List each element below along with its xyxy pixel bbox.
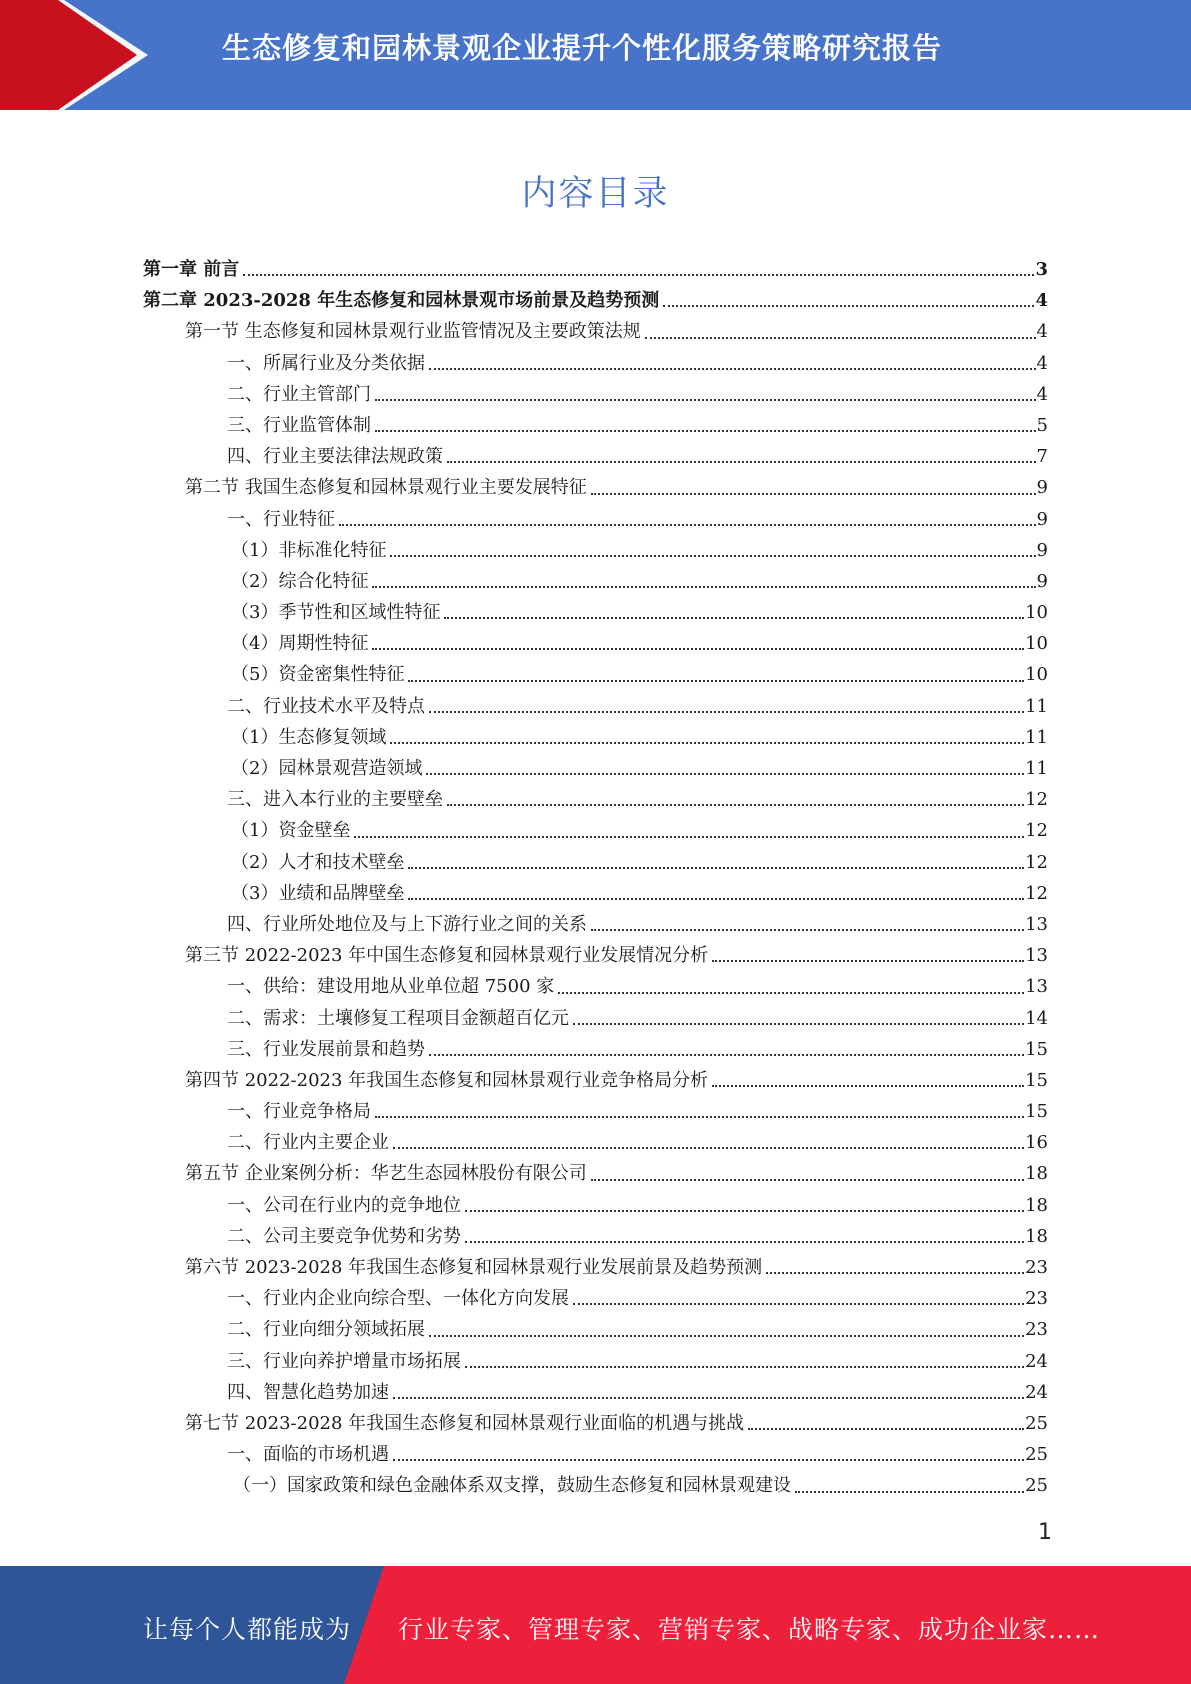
toc-entry[interactable] xyxy=(143,1096,1048,1127)
toc-entry-page: 13 xyxy=(1025,913,1048,935)
toc-entry-page: 3 xyxy=(1035,259,1048,280)
toc-entry-label: （5）资金密集性特征 xyxy=(231,664,405,686)
toc-entry-page: 25 xyxy=(1025,1475,1048,1497)
toc-entry[interactable] xyxy=(143,1190,1048,1221)
toc-entry-label: 四、行业主要法律法规政策 xyxy=(227,446,443,468)
toc-entry[interactable] xyxy=(143,1377,1048,1408)
toc-entry-page: 16 xyxy=(1025,1132,1048,1154)
toc-entry[interactable] xyxy=(143,254,1048,285)
toc-entry[interactable] xyxy=(143,878,1048,909)
toc-dot-leader xyxy=(465,1241,1024,1243)
toc-entry-label: （1）资金壁垒 xyxy=(231,820,351,842)
toc-dot-leader xyxy=(447,804,1024,806)
toc-entry[interactable] xyxy=(143,1065,1048,1096)
toc-dot-leader xyxy=(712,1085,1024,1087)
toc-entry-page: 11 xyxy=(1025,695,1048,717)
toc-entry-page: 10 xyxy=(1025,664,1048,686)
toc-entry-label: 一、行业竞争格局 xyxy=(227,1101,371,1123)
toc-entry-label: （1）非标准化特征 xyxy=(231,539,387,561)
toc-entry-page: 23 xyxy=(1025,1288,1048,1310)
toc-entry-page: 18 xyxy=(1025,1225,1048,1247)
toc-entry-page: 25 xyxy=(1025,1412,1048,1434)
toc-entry-label: 一、公司在行业内的竞争地位 xyxy=(227,1194,461,1216)
toc-entry-label: 二、需求：土壤修复工程项目金额超百亿元 xyxy=(227,1007,569,1029)
toc-entry[interactable] xyxy=(143,1252,1048,1283)
toc-entry[interactable] xyxy=(143,316,1048,347)
toc-entry-page: 12 xyxy=(1025,789,1048,811)
header-arrow-decoration xyxy=(0,0,160,110)
toc-entry-label: （一）国家政策和绿色金融体系双支撑，鼓励生态修复和园林景观建设 xyxy=(233,1475,791,1497)
toc-entry-label: 三、行业发展前景和趋势 xyxy=(227,1038,425,1060)
toc-entry-label: （2）园林景观营造领域 xyxy=(231,758,423,779)
toc-entry-label: 一、行业特征 xyxy=(227,508,335,530)
toc-dot-leader xyxy=(712,960,1024,962)
toc-dot-leader xyxy=(465,1366,1024,1368)
toc-dot-leader xyxy=(591,1179,1024,1181)
toc-entry-page: 7 xyxy=(1036,446,1048,468)
toc-entry-label: （3）业绩和品牌壁垒 xyxy=(231,882,405,904)
toc-entry-label: （1）生态修复领域 xyxy=(231,726,387,748)
toc-entry-label: 二、行业内主要企业 xyxy=(227,1132,389,1154)
toc-entry[interactable] xyxy=(143,753,1048,784)
toc-entry[interactable] xyxy=(143,1158,1048,1189)
toc-entry-page: 9 xyxy=(1036,570,1048,592)
toc-entry[interactable] xyxy=(143,410,1048,441)
toc-entry[interactable] xyxy=(143,1221,1048,1252)
toc-entry-label: 三、行业向养护增量市场拓展 xyxy=(227,1350,461,1372)
footer-slogan-right: 行业专家、管理专家、营销专家、战略专家、成功企业家…… xyxy=(398,1615,1101,1644)
toc-entry-label: （2）人才和技术壁垒 xyxy=(231,851,405,873)
toc-entry[interactable] xyxy=(143,1439,1048,1470)
toc-entry-page: 13 xyxy=(1025,945,1048,967)
toc-entry[interactable] xyxy=(143,566,1048,597)
toc-entry-label: （2）综合化特征 xyxy=(231,570,369,592)
toc-dot-leader xyxy=(375,430,1036,432)
toc-entry[interactable] xyxy=(143,379,1048,410)
toc-entry[interactable] xyxy=(143,441,1048,472)
toc-dot-leader xyxy=(375,399,1036,401)
toc-entry-page: 18 xyxy=(1025,1163,1048,1185)
toc-entry[interactable] xyxy=(143,1034,1048,1065)
toc-entry-label: 第四节 2022-2023 年我国生态修复和园林景观行业竞争格局分析 xyxy=(185,1069,709,1091)
toc-entry-label: 第五节 企业案例分析：华艺生态园林股份有限公司 xyxy=(185,1163,587,1185)
toc-entry-label: 第六节 2023-2028 年我国生态修复和园林景观行业发展前景及趋势预测 xyxy=(185,1257,763,1278)
toc-entry[interactable] xyxy=(143,1346,1048,1377)
toc-dot-leader xyxy=(372,648,1024,650)
footer-slogan-left: 让每个人都能成为 xyxy=(143,1615,352,1644)
toc-dot-leader xyxy=(591,493,1036,495)
toc-entry[interactable] xyxy=(143,472,1048,503)
toc-dot-leader xyxy=(447,461,1036,463)
toc-entry-label: 三、进入本行业的主要壁垒 xyxy=(227,789,443,811)
toc-dot-leader xyxy=(393,1147,1024,1149)
toc-dot-leader xyxy=(393,1397,1024,1399)
toc-dot-leader xyxy=(748,1428,1024,1430)
toc-entry[interactable] xyxy=(143,815,1048,846)
toc-dot-leader xyxy=(766,1272,1024,1274)
toc-dot-leader xyxy=(426,773,1024,775)
toc-entry-label: 第七节 2023-2028 年我国生态修复和园林景观行业面临的机遇与挑战 xyxy=(185,1412,745,1434)
toc-entry[interactable] xyxy=(143,628,1048,659)
toc-entry-page: 11 xyxy=(1025,726,1048,748)
toc-entry-label: 第三节 2022-2023 年中国生态修复和园林景观行业发展情况分析 xyxy=(185,945,709,967)
toc-entry-page: 4 xyxy=(1035,290,1048,312)
toc-entry-page: 11 xyxy=(1025,758,1048,779)
toc-entry-page: 13 xyxy=(1025,976,1048,998)
toc-entry-page: 10 xyxy=(1025,633,1048,655)
toc-entry-page: 23 xyxy=(1025,1257,1048,1278)
toc-entry-page: 23 xyxy=(1025,1319,1048,1341)
report-title: 生态修复和园林景观企业提升个性化服务策略研究报告 xyxy=(222,31,943,65)
toc-dot-leader xyxy=(390,742,1024,744)
toc-entry-label: （4）周期性特征 xyxy=(231,633,369,655)
toc-entry-page: 12 xyxy=(1025,820,1048,842)
toc-entry-page: 4 xyxy=(1036,383,1048,405)
toc-entry-page: 9 xyxy=(1036,539,1048,561)
toc-dot-leader xyxy=(429,1054,1024,1056)
toc-entry[interactable] xyxy=(143,940,1048,971)
toc-heading: 内容目录 xyxy=(521,174,670,214)
toc-entry-page: 10 xyxy=(1025,602,1048,624)
toc-entry-page: 15 xyxy=(1025,1101,1048,1123)
page-number: 1 xyxy=(1038,1520,1052,1545)
toc-dot-leader xyxy=(465,1210,1024,1212)
toc-dot-leader xyxy=(390,555,1035,557)
toc-entry-label: 第二节 我国生态修复和园林景观行业主要发展特征 xyxy=(185,477,587,499)
toc-entry-label: 四、智慧化趋势加速 xyxy=(227,1381,389,1403)
toc-dot-leader xyxy=(375,1116,1024,1118)
toc-dot-leader xyxy=(429,1335,1024,1337)
toc-entry[interactable] xyxy=(143,1314,1048,1345)
toc-entry-label: 二、行业技术水平及特点 xyxy=(227,695,425,717)
toc-entry-label: 二、行业向细分领域拓展 xyxy=(227,1319,425,1341)
toc-dot-leader xyxy=(372,586,1035,588)
toc-entry[interactable] xyxy=(143,1470,1048,1501)
toc-entry[interactable] xyxy=(143,971,1048,1002)
toc-entry-label: 第一章 前言 xyxy=(143,259,240,280)
toc-entry-label: 第二章 2023-2028 年生态修复和园林景观市场前景及趋势预测 xyxy=(143,290,660,312)
toc-entry-label: （3）季节性和区域性特征 xyxy=(231,602,441,624)
toc-entry-page: 9 xyxy=(1036,477,1048,499)
toc-entry-page: 15 xyxy=(1025,1038,1048,1060)
toc-entry-page: 4 xyxy=(1036,321,1048,343)
toc-entry[interactable] xyxy=(143,909,1048,940)
toc-dot-leader xyxy=(558,992,1024,994)
toc-dot-leader xyxy=(591,929,1024,931)
toc-entry[interactable] xyxy=(143,847,1048,878)
toc-entry[interactable] xyxy=(143,1283,1048,1314)
toc-entry-page: 25 xyxy=(1025,1444,1048,1466)
toc-dot-leader xyxy=(573,1023,1024,1025)
page-footer xyxy=(0,1566,1191,1684)
toc-entry[interactable] xyxy=(143,597,1048,628)
toc-dot-leader xyxy=(408,867,1024,869)
toc-entry[interactable] xyxy=(143,504,1048,535)
toc-entry[interactable] xyxy=(143,691,1048,722)
toc-entry[interactable] xyxy=(143,1003,1048,1034)
toc-dot-leader xyxy=(429,711,1024,713)
toc-dot-leader xyxy=(663,305,1034,307)
toc-entry-page: 15 xyxy=(1025,1069,1048,1091)
toc-dot-leader xyxy=(444,617,1024,619)
toc-dot-leader xyxy=(573,1303,1024,1305)
toc-dot-leader xyxy=(429,368,1036,370)
toc-entry-label: 四、行业所处地位及与上下游行业之间的关系 xyxy=(227,913,587,935)
toc-dot-leader xyxy=(645,337,1036,339)
toc-entry-label: 二、行业主管部门 xyxy=(227,383,371,405)
toc-entry-page: 12 xyxy=(1025,882,1048,904)
toc-entry-page: 9 xyxy=(1036,508,1048,530)
toc-dot-leader xyxy=(243,274,1034,276)
toc-entry-label: 一、面临的市场机遇 xyxy=(227,1444,389,1466)
toc-dot-leader xyxy=(393,1459,1024,1461)
toc-entry-page: 5 xyxy=(1036,414,1048,436)
toc-entry[interactable] xyxy=(143,722,1048,753)
toc-entry-label: 一、行业内企业向综合型、一体化方向发展 xyxy=(227,1288,569,1310)
page-header xyxy=(0,0,1191,110)
toc-entry-page: 24 xyxy=(1025,1350,1048,1372)
toc-entry-label: 二、公司主要竞争优势和劣势 xyxy=(227,1225,461,1247)
toc-entry-page: 4 xyxy=(1036,352,1048,374)
toc-dot-leader xyxy=(339,524,1036,526)
toc-entry[interactable] xyxy=(143,348,1048,379)
toc-entry[interactable] xyxy=(143,285,1048,316)
toc-entry[interactable] xyxy=(143,535,1048,566)
toc-dot-leader xyxy=(795,1491,1024,1493)
toc-entry[interactable] xyxy=(143,1127,1048,1158)
toc-entry[interactable] xyxy=(143,784,1048,815)
toc-entry[interactable] xyxy=(143,659,1048,690)
toc-entry[interactable] xyxy=(143,1408,1048,1439)
toc-entry-page: 14 xyxy=(1025,1007,1048,1029)
toc-entry-page: 24 xyxy=(1025,1381,1048,1403)
toc-entry-label: 第一节 生态修复和园林景观行业监管情况及主要政策法规 xyxy=(185,321,641,343)
toc-dot-leader xyxy=(408,898,1024,900)
table-of-contents xyxy=(143,254,1048,1502)
toc-dot-leader xyxy=(408,680,1024,682)
toc-entry-label: 一、供给：建设用地从业单位超 7500 家 xyxy=(227,976,555,998)
toc-dot-leader xyxy=(354,836,1024,838)
toc-entry-label: 三、行业监管体制 xyxy=(227,414,371,436)
toc-entry-label: 一、所属行业及分类依据 xyxy=(227,352,425,374)
toc-entry-page: 12 xyxy=(1025,851,1048,873)
toc-entry-page: 18 xyxy=(1025,1194,1048,1216)
